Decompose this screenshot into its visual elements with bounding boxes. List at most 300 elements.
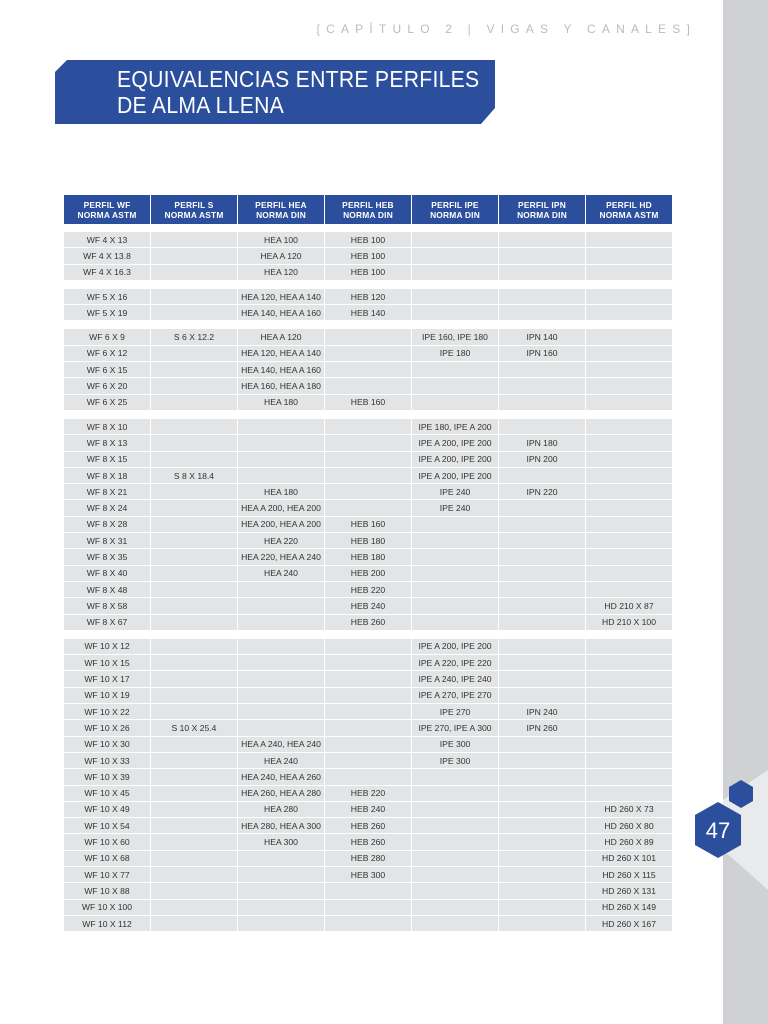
table-cell: HEB 140	[325, 305, 411, 321]
table-row	[64, 305, 672, 321]
group-spacer	[64, 631, 672, 639]
table-cell	[586, 655, 672, 671]
table-row	[64, 704, 672, 720]
table-cell	[238, 720, 324, 736]
table-cell	[238, 435, 324, 451]
table-cell	[586, 468, 672, 484]
table-row	[64, 346, 672, 362]
table-cell	[151, 737, 237, 753]
table-cell	[151, 452, 237, 468]
table-cell	[325, 737, 411, 753]
table-cell: HD 260 X 149	[586, 900, 672, 916]
table-row	[64, 655, 672, 671]
title-line-1: EQUIVALENCIAS ENTRE PERFILES	[117, 66, 480, 92]
table-cell: WF 10 X 26	[64, 720, 150, 736]
table-cell	[151, 549, 237, 565]
table-row	[64, 582, 672, 598]
table-cell	[499, 468, 585, 484]
table-cell	[412, 769, 498, 785]
table-cell	[499, 688, 585, 704]
table-cell: IPE 300	[412, 737, 498, 753]
group-spacer	[64, 411, 672, 419]
column-header	[238, 195, 324, 224]
table-cell: HEB 220	[325, 582, 411, 598]
column-header-line: PERFIL HEB	[342, 199, 394, 210]
table-cell	[586, 265, 672, 281]
table-cell: S 10 X 25.4	[151, 720, 237, 736]
table-cell: HEA 300	[238, 834, 324, 850]
table-cell	[412, 378, 498, 394]
table-cell	[238, 468, 324, 484]
table-cell: IPE 180	[412, 346, 498, 362]
table-cell	[586, 517, 672, 533]
table-row	[64, 452, 672, 468]
table-cell	[499, 802, 585, 818]
table-cell: WF 8 X 21	[64, 484, 150, 500]
table-cell	[151, 378, 237, 394]
table-cell	[499, 916, 585, 932]
table-cell	[412, 851, 498, 867]
table-cell: IPE A 200, IPE 200	[412, 468, 498, 484]
table-cell	[151, 232, 237, 248]
table-cell: HEB 280	[325, 851, 411, 867]
table-row	[64, 834, 672, 850]
table-cell: IPN 260	[499, 720, 585, 736]
table-cell: HD 260 X 73	[586, 802, 672, 818]
table-cell: WF 6 X 9	[64, 329, 150, 345]
table-cell	[412, 598, 498, 614]
table-cell: HD 210 X 100	[586, 615, 672, 631]
table-cell	[499, 289, 585, 305]
table-cell: WF 8 X 35	[64, 549, 150, 565]
table-cell	[499, 419, 585, 435]
table-cell: HD 210 X 87	[586, 598, 672, 614]
table-cell	[499, 517, 585, 533]
table-row	[64, 517, 672, 533]
table-cell	[151, 688, 237, 704]
table-cell: WF 10 X 45	[64, 786, 150, 802]
table-cell: WF 8 X 28	[64, 517, 150, 533]
table-cell	[412, 305, 498, 321]
table-cell	[499, 533, 585, 549]
table-cell: WF 4 X 16.3	[64, 265, 150, 281]
table-cell: HEA 200, HEA A 200	[238, 517, 324, 533]
table-row	[64, 639, 672, 655]
table-cell: IPE 270	[412, 704, 498, 720]
table-row	[64, 378, 672, 394]
table-row	[64, 265, 672, 281]
table-cell: IPE A 240, IPE 240	[412, 671, 498, 687]
table-cell	[151, 566, 237, 582]
table-cell: WF 8 X 18	[64, 468, 150, 484]
table-cell	[325, 329, 411, 345]
table-cell	[586, 435, 672, 451]
table-cell	[412, 289, 498, 305]
table-cell: WF 6 X 12	[64, 346, 150, 362]
table-row	[64, 737, 672, 753]
table-cell: HEA 160, HEA A 180	[238, 378, 324, 394]
table-cell: IPE 300	[412, 753, 498, 769]
column-header-line: NORMA DIN	[343, 209, 393, 220]
table-cell	[238, 598, 324, 614]
table-row	[64, 900, 672, 916]
table-cell: WF 10 X 39	[64, 769, 150, 785]
table-cell	[151, 867, 237, 883]
column-header-line: PERFIL IPE	[431, 199, 479, 210]
table-cell	[499, 582, 585, 598]
table-row	[64, 769, 672, 785]
table-cell	[325, 753, 411, 769]
table-cell: IPE A 200, IPE 200	[412, 639, 498, 655]
table-cell	[238, 688, 324, 704]
table-cell	[499, 265, 585, 281]
table-cell	[586, 566, 672, 582]
table-cell	[412, 395, 498, 411]
table-cell	[586, 329, 672, 345]
table-cell	[499, 566, 585, 582]
table-cell	[151, 500, 237, 516]
table-cell: IPN 200	[499, 452, 585, 468]
table-row	[64, 671, 672, 687]
table-cell	[151, 598, 237, 614]
column-header	[412, 195, 498, 224]
table-cell	[412, 232, 498, 248]
table-cell: WF 8 X 48	[64, 582, 150, 598]
table-cell	[586, 639, 672, 655]
table-cell	[586, 582, 672, 598]
column-header	[151, 195, 237, 224]
table-cell: HD 260 X 115	[586, 867, 672, 883]
column-header-line: PERFIL S	[174, 199, 214, 210]
table-row	[64, 867, 672, 883]
table-row	[64, 549, 672, 565]
table-cell: HEA A 240, HEA 240	[238, 737, 324, 753]
table-cell	[499, 232, 585, 248]
table-cell	[586, 533, 672, 549]
table-cell	[586, 704, 672, 720]
table-cell	[586, 737, 672, 753]
table-cell	[499, 598, 585, 614]
table-cell	[499, 248, 585, 264]
group-spacer	[64, 321, 672, 329]
table-cell	[325, 720, 411, 736]
table-cell	[325, 484, 411, 500]
table-cell: IPN 220	[499, 484, 585, 500]
table-cell: HD 260 X 80	[586, 818, 672, 834]
table-cell: HEB 200	[325, 566, 411, 582]
table-cell	[238, 452, 324, 468]
table-cell	[412, 867, 498, 883]
table-row	[64, 500, 672, 516]
group-spacer-cell	[64, 224, 672, 232]
table-cell	[238, 655, 324, 671]
table-cell	[151, 655, 237, 671]
table-cell: WF 8 X 31	[64, 533, 150, 549]
table-cell	[412, 900, 498, 916]
table-cell: HEA 240, HEA A 260	[238, 769, 324, 785]
table-cell: HEB 300	[325, 867, 411, 883]
table-cell	[412, 248, 498, 264]
table-cell	[499, 655, 585, 671]
table-cell: HEA 220, HEA A 240	[238, 549, 324, 565]
column-header	[325, 195, 411, 224]
table-cell: IPN 240	[499, 704, 585, 720]
table-cell	[586, 289, 672, 305]
table-cell: WF 10 X 77	[64, 867, 150, 883]
table-cell	[151, 769, 237, 785]
table-row	[64, 484, 672, 500]
table-cell: WF 10 X 17	[64, 671, 150, 687]
table-cell: IPN 180	[499, 435, 585, 451]
table-cell	[151, 419, 237, 435]
table-cell	[325, 346, 411, 362]
table-cell	[325, 362, 411, 378]
table-cell	[499, 753, 585, 769]
table-cell	[499, 786, 585, 802]
table-cell: IPN 140	[499, 329, 585, 345]
table-cell	[499, 769, 585, 785]
table-cell	[499, 395, 585, 411]
table-cell: HEB 160	[325, 395, 411, 411]
table-cell	[151, 289, 237, 305]
table-cell	[151, 671, 237, 687]
table-cell: IPE A 220, IPE 220	[412, 655, 498, 671]
table-cell	[325, 688, 411, 704]
table-cell: IPN 160	[499, 346, 585, 362]
table-cell: HEB 260	[325, 834, 411, 850]
table-cell	[586, 688, 672, 704]
table-cell	[586, 500, 672, 516]
table-row	[64, 916, 672, 932]
table-row	[64, 566, 672, 582]
table-cell	[586, 395, 672, 411]
column-header	[586, 195, 672, 224]
table-cell	[499, 851, 585, 867]
table-cell: WF 10 X 112	[64, 916, 150, 932]
group-spacer-cell	[64, 631, 672, 639]
table-row	[64, 720, 672, 736]
table-cell	[586, 305, 672, 321]
table-cell	[412, 582, 498, 598]
table-cell: HEB 100	[325, 248, 411, 264]
table-cell: WF 10 X 15	[64, 655, 150, 671]
table-cell: WF 10 X 22	[64, 704, 150, 720]
table-row	[64, 615, 672, 631]
table-cell: HEA 180	[238, 484, 324, 500]
table-cell	[151, 305, 237, 321]
table-row	[64, 883, 672, 899]
table-row	[64, 248, 672, 264]
table-cell	[238, 900, 324, 916]
table-cell: IPE A 200, IPE 200	[412, 435, 498, 451]
table-cell	[499, 305, 585, 321]
table-cell	[325, 468, 411, 484]
table-cell: WF 10 X 19	[64, 688, 150, 704]
table-cell: HD 260 X 101	[586, 851, 672, 867]
table-cell: HEA 140, HEA A 160	[238, 362, 324, 378]
table-cell	[238, 639, 324, 655]
page-title-banner	[55, 60, 495, 124]
table-cell	[586, 671, 672, 687]
table-row	[64, 232, 672, 248]
table-cell	[586, 484, 672, 500]
table-cell: WF 8 X 13	[64, 435, 150, 451]
table-cell: HEB 120	[325, 289, 411, 305]
table-cell	[325, 655, 411, 671]
table-row	[64, 802, 672, 818]
column-header-line: NORMA DIN	[430, 209, 480, 220]
table-cell: HEA 100	[238, 232, 324, 248]
table-cell	[151, 883, 237, 899]
table-cell	[238, 867, 324, 883]
table-cell: HEB 220	[325, 786, 411, 802]
table-cell: HEB 180	[325, 533, 411, 549]
table-cell	[412, 802, 498, 818]
table-cell	[151, 639, 237, 655]
table-cell: WF 8 X 10	[64, 419, 150, 435]
table-cell: HEA 240	[238, 753, 324, 769]
table-cell	[151, 248, 237, 264]
table-cell: HEB 260	[325, 818, 411, 834]
table-cell	[586, 378, 672, 394]
table-cell	[499, 834, 585, 850]
table-cell	[325, 883, 411, 899]
table-cell	[238, 851, 324, 867]
table-row	[64, 753, 672, 769]
table-cell: HEA A 120	[238, 248, 324, 264]
table-cell	[151, 582, 237, 598]
table-cell: HD 260 X 89	[586, 834, 672, 850]
table-cell	[499, 737, 585, 753]
table-cell	[325, 500, 411, 516]
column-header-line: PERFIL WF	[83, 199, 131, 210]
table-cell	[499, 867, 585, 883]
table-cell	[238, 582, 324, 598]
table-cell: WF 10 X 54	[64, 818, 150, 834]
table-cell	[586, 346, 672, 362]
table-cell: WF 8 X 24	[64, 500, 150, 516]
table-cell	[412, 818, 498, 834]
table-header-row	[64, 195, 672, 224]
table-cell	[412, 834, 498, 850]
table-cell: HEA 220	[238, 533, 324, 549]
table-cell: WF 8 X 67	[64, 615, 150, 631]
table-body	[64, 224, 672, 932]
table-cell: WF 6 X 15	[64, 362, 150, 378]
table-cell	[325, 435, 411, 451]
table-cell: HEB 100	[325, 232, 411, 248]
table-cell: WF 6 X 25	[64, 395, 150, 411]
table-cell: WF 4 X 13	[64, 232, 150, 248]
table-row	[64, 395, 672, 411]
table-cell	[586, 786, 672, 802]
table-cell: IPE A 200, IPE 200	[412, 452, 498, 468]
table-cell: HEA 120, HEA A 140	[238, 346, 324, 362]
column-header-line: NORMA ASTM	[77, 209, 137, 220]
table-cell: WF 10 X 33	[64, 753, 150, 769]
table-cell: IPE 270, IPE A 300	[412, 720, 498, 736]
table-row	[64, 419, 672, 435]
table-row	[64, 786, 672, 802]
table-cell: WF 8 X 58	[64, 598, 150, 614]
table-cell	[325, 704, 411, 720]
table-cell	[151, 851, 237, 867]
table-cell: HD 260 X 131	[586, 883, 672, 899]
table-cell: HEB 180	[325, 549, 411, 565]
table-cell	[238, 419, 324, 435]
table-cell	[238, 671, 324, 687]
table-cell: HEB 260	[325, 615, 411, 631]
table-cell: HEA A 120	[238, 329, 324, 345]
table-row	[64, 362, 672, 378]
table-cell: HEB 240	[325, 598, 411, 614]
table-cell	[325, 378, 411, 394]
table-cell	[151, 484, 237, 500]
page-title	[117, 66, 479, 118]
page-number: 47	[705, 818, 731, 843]
table-row	[64, 688, 672, 704]
table-cell: WF 10 X 88	[64, 883, 150, 899]
table-cell: HEB 160	[325, 517, 411, 533]
table-cell: WF 4 X 13.8	[64, 248, 150, 264]
table-row	[64, 435, 672, 451]
table-cell	[325, 419, 411, 435]
table-cell	[499, 639, 585, 655]
table-cell: WF 6 X 20	[64, 378, 150, 394]
table-cell	[499, 500, 585, 516]
column-header-line: NORMA DIN	[256, 209, 306, 220]
table-cell: HEA 120	[238, 265, 324, 281]
table-cell	[412, 517, 498, 533]
table-cell	[151, 916, 237, 932]
table-cell	[412, 265, 498, 281]
table-cell	[499, 362, 585, 378]
table-cell	[586, 232, 672, 248]
table-cell	[151, 704, 237, 720]
table-cell	[151, 435, 237, 451]
table-cell	[412, 362, 498, 378]
table-cell	[499, 900, 585, 916]
table-cell	[151, 362, 237, 378]
group-spacer	[64, 224, 672, 232]
table-cell: WF 10 X 49	[64, 802, 150, 818]
table-row	[64, 818, 672, 834]
table-cell: HD 260 X 167	[586, 916, 672, 932]
table-cell	[412, 615, 498, 631]
table-cell: WF 10 X 30	[64, 737, 150, 753]
table-cell: HEA 120, HEA A 140	[238, 289, 324, 305]
table-cell	[151, 753, 237, 769]
table-cell: IPE 240	[412, 484, 498, 500]
table-cell	[238, 704, 324, 720]
table-cell	[499, 615, 585, 631]
table-header	[64, 195, 672, 224]
table-cell: IPE A 270, IPE 270	[412, 688, 498, 704]
table-row	[64, 468, 672, 484]
equivalence-table	[63, 195, 673, 932]
table-cell	[586, 419, 672, 435]
column-header-line: PERFIL HD	[606, 199, 652, 210]
table-cell	[586, 549, 672, 565]
table-cell	[151, 395, 237, 411]
table-cell: WF 10 X 100	[64, 900, 150, 916]
table-cell	[412, 549, 498, 565]
table-cell	[499, 818, 585, 834]
table-cell: HEB 100	[325, 265, 411, 281]
column-header	[64, 195, 150, 224]
table-cell: WF 10 X 12	[64, 639, 150, 655]
table-cell: WF 8 X 15	[64, 452, 150, 468]
